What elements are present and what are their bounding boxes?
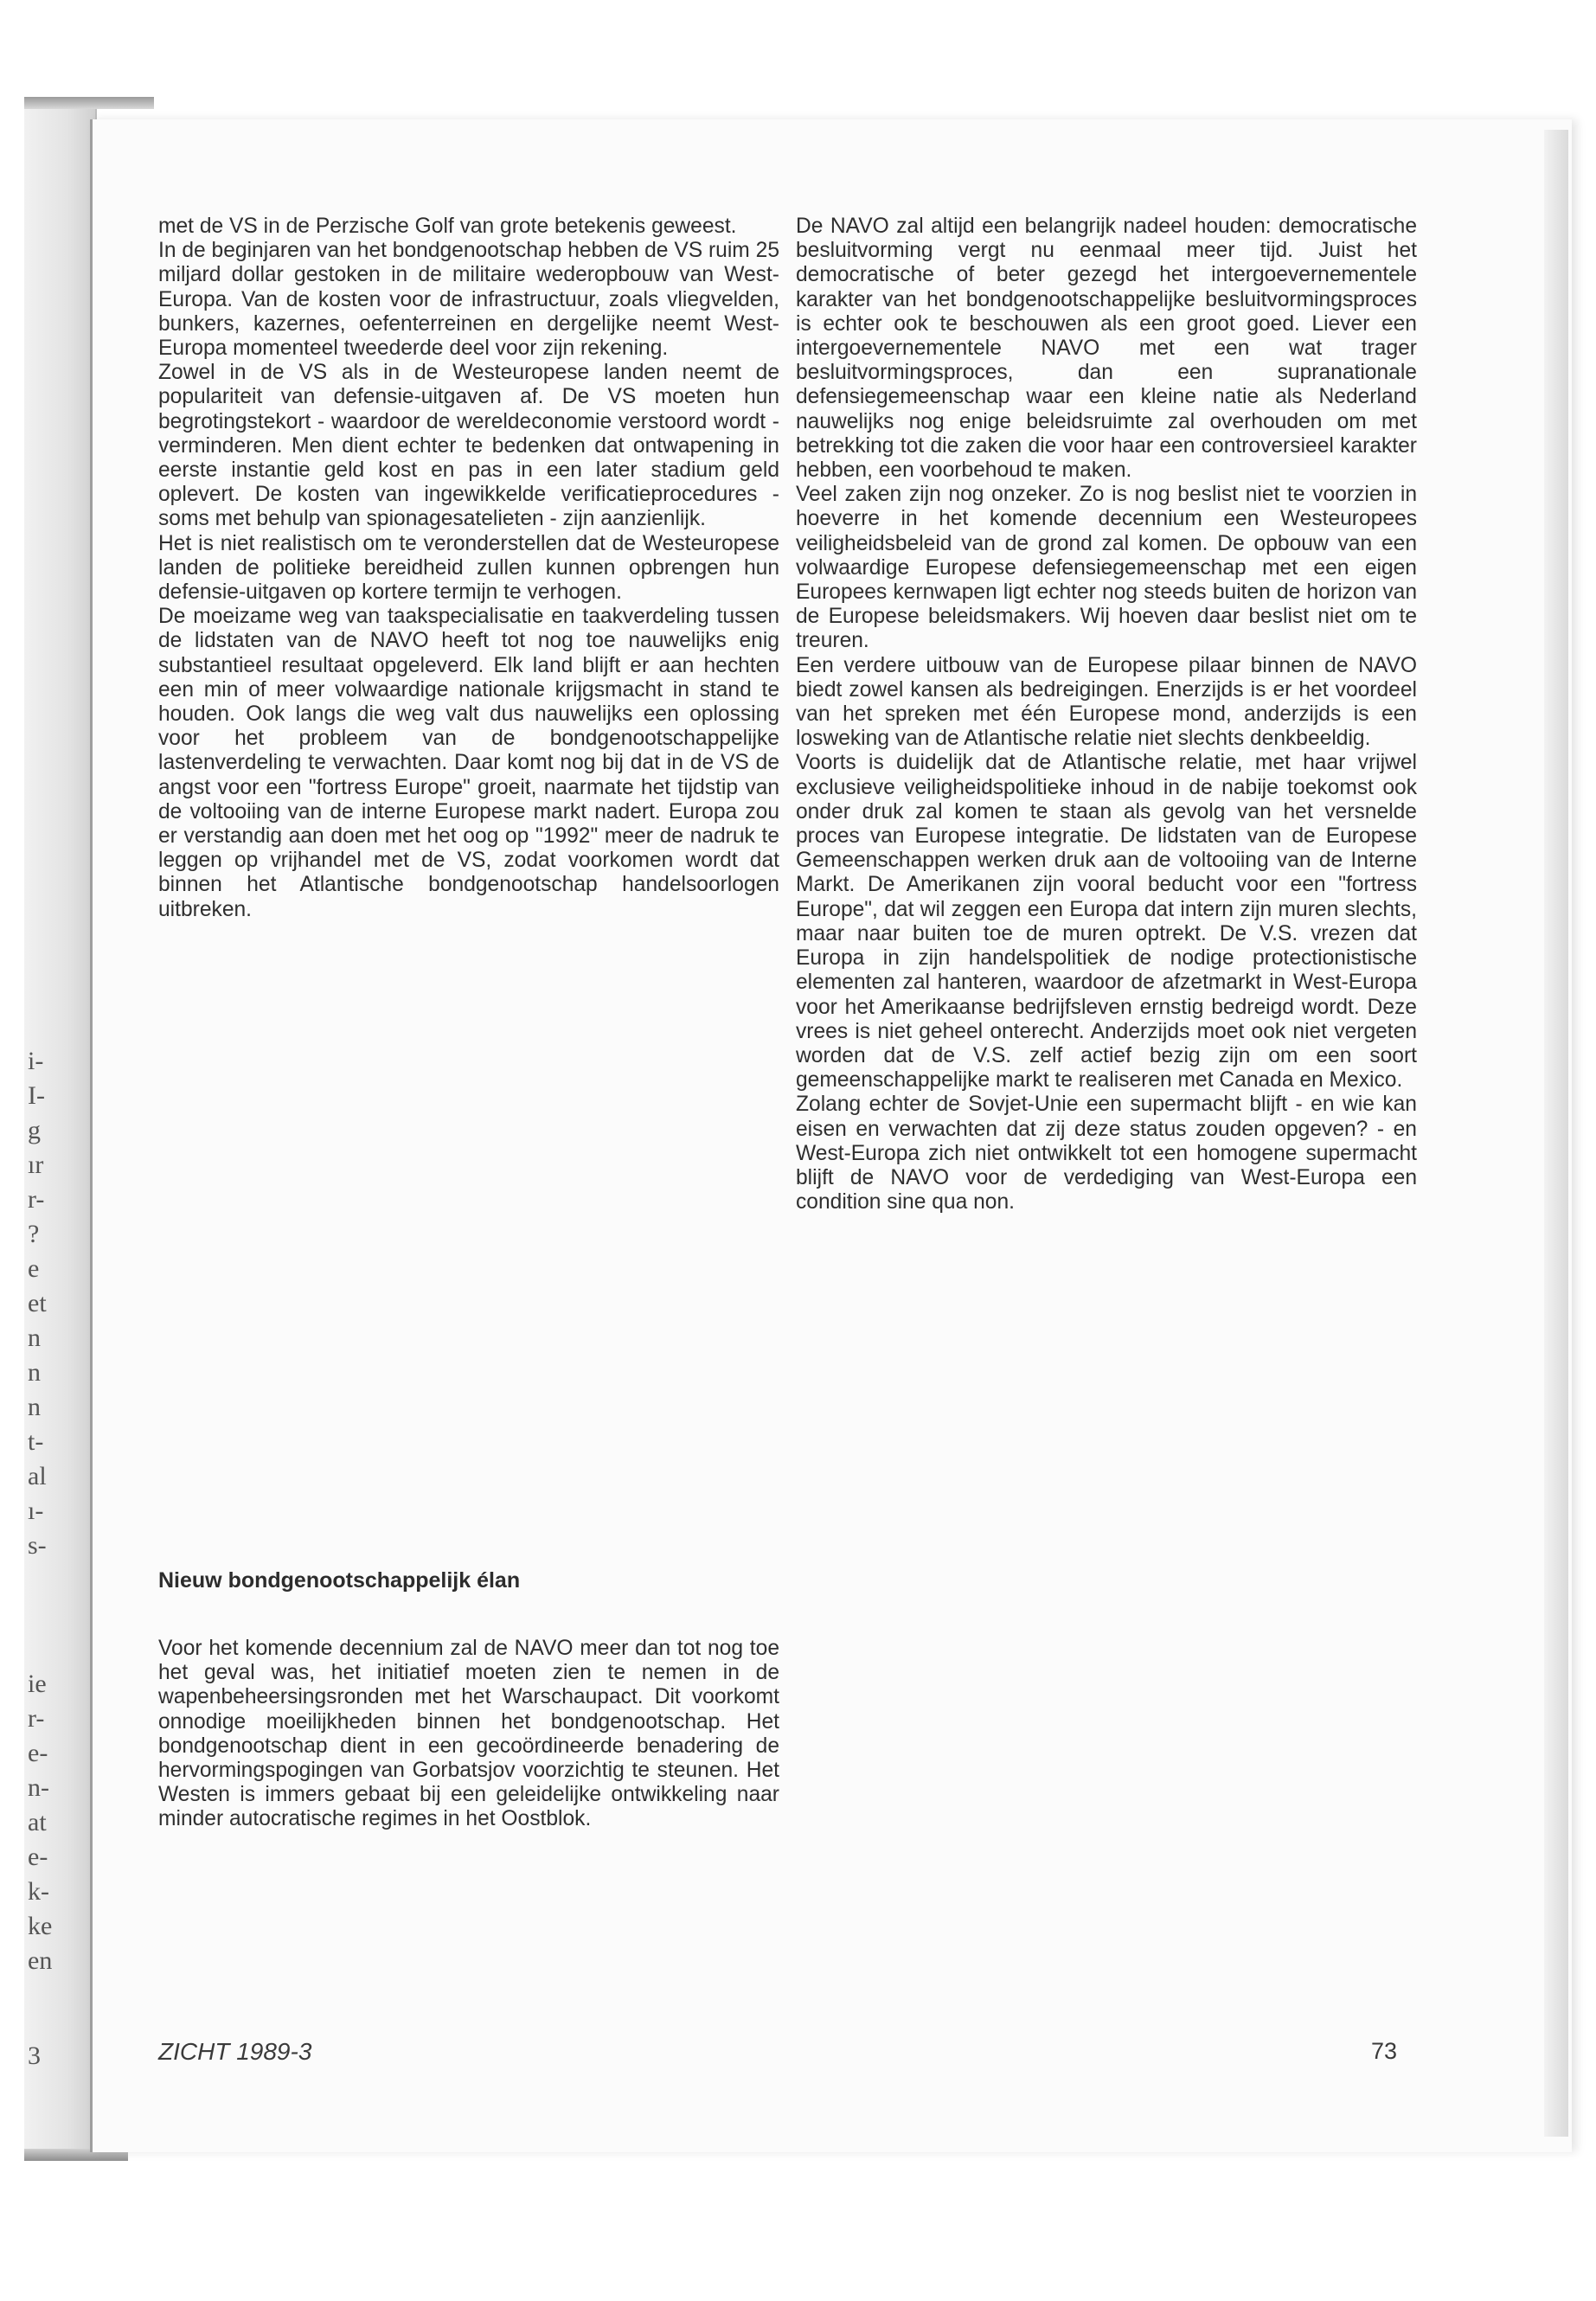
spine-fragment: n (28, 1324, 41, 1352)
paragraph: De moeizame weg van taakspecialisatie en taakverdeling tussen de lidstaten van de NAVO heeft tot nog toe nauwelijks enig substantieel resultaat opgeleverd. Elk land blijft er aan hechten een min of meer volwaardige nationale krijgsmacht in stand te houden. Ook langs die weg valt dus nauwelijks een oplossing voor het probleem van de bondgenootschappelijke lastenverdeling te verwachten. Daar komt nog bij dat in de VS de angst voor een "fortress Europe" groeit, naarmate het tijdstip van de voltooiing van de interne Europese markt nadert. Europa zou er verstandig aan doen met het oog op "1992" meer de nadruk te leggen op vrijhandel met de VS, zodat voorkomen wordt dat binnen het Atlantische bondgenootschap handelsoorlogen uitbreken. (158, 605, 779, 921)
spine-fragment: et (28, 1289, 47, 1317)
spine-fragment: s- (28, 1531, 47, 1560)
paragraph: In de beginjaren van het bondgenootschap hebben de VS ruim 25 miljard dollar gestoken in de militaire wederopbouw van West-Europa. Van de kosten voor de infrastructuur, zoals vliegvelden, bunkers, kazernes, oefenterreinen en dergelijke neemt West-Europa momenteel tweederde deel voor zijn rekening. (158, 239, 779, 361)
section-body (158, 1637, 779, 1832)
paragraph: met de VS in de Perzische Golf van grote betekenis geweest. (158, 215, 737, 238)
paragraph: Zowel in de VS als in de Westeuropese landen neemt de populariteit van defensie-uitgaven af. De VS moeten hun begrotingstekort - waardoor de wereldeconomie verstoord wordt - verminderen. Men dient echter te bedenken dat ontwapening in eerste instantie geld kost en pas in een later stadium geld oplevert. De kosten van ingewikkelde verificatieprocedures - soms met behulp van spionagesatelieten - zijn aanzienlijk. (158, 361, 779, 531)
page-right-edge (1544, 130, 1568, 2137)
spine-fragment: ke (28, 1912, 53, 1940)
left-text-column (158, 215, 779, 922)
paragraph: Een verdere uitbouw van de Europese pilaar binnen de NAVO biedt zowel kansen als bedreigingen. Enerzijds is er het voordeel van het spreken met één Europese mond, anderzijds is een losweking van de Atlantische relatie niet slechts denkbeeldig. (796, 653, 1417, 751)
spine-fragment: n (28, 1393, 41, 1421)
paragraph: Zolang echter de Sovjet-Unie een supermacht blijft - en wie kan eisen en verwachten dat zij deze status zouden opgeven? - en West-Europa zich niet ontwikkelt tot een homogene supermacht blijft de NAVO voor de verdediging van West-Europa een condition sine qua non. (796, 1093, 1417, 1215)
spine-fragment: t- (28, 1427, 44, 1456)
spine-fragment: g (28, 1116, 41, 1144)
spine-fragment: ır (28, 1150, 44, 1179)
spine-fragment: e- (28, 1739, 48, 1767)
journal-footer: ZICHT 1989-3 (158, 2038, 312, 2065)
paragraph: Het is niet realistisch om te veronderstellen dat de Westeuropese landen de politieke bereidheid zullen kunnen opbrengen hun defensie-uitgaven op kortere termijn te verhogen. (158, 531, 779, 605)
spine-fragment: I- (28, 1081, 45, 1110)
spine-fragment: e (28, 1254, 40, 1283)
spine-fragment: i- (28, 1047, 44, 1075)
paragraph: Veel zaken zijn nog onzeker. Zo is nog beslist niet te voorzien in hoeverre in het komende decennium een Westeuropees veiligheidsbeleid van de grond zal komen. De opbouw van een volwaardige Europese defensiegemeenschap met een eigen Europees kernwapen ligt echter nog steeds buiten de horizon van de Europese beleidsmakers. Wij hoeven daar beslist niet om te treuren. (796, 483, 1417, 653)
spine-fragment: al (28, 1462, 47, 1490)
spine-fragment: ie (28, 1670, 47, 1698)
paragraph: Voor het komende decennium zal de NAVO meer dan tot nog toe het geval was, het initiatief moeten zien te nemen in de wapenbeheersingsronden met het Warschaupact. Dit voorkomt onnodige moeilijkheden binnen het bondgenootschap. Het bondgenootschap dient in een gecoördineerde benadering de hervormingspogingen van Gorbatsjov voorzichtig te steunen. Het Westen is immers gebaat bij een geleidelijke ontwikkeling naar minder autocratische regimes in het Oostblok. (158, 1637, 779, 1831)
spine-fragment: ı- (28, 1497, 44, 1525)
spine-fragment: 3 (28, 2041, 41, 2070)
spine-fragment: n (28, 1358, 41, 1387)
section-heading: Nieuw bondgenootschappelijk élan (158, 1568, 521, 1593)
spine-fragment: ? (28, 1220, 40, 1248)
page-number: 73 (1371, 2038, 1398, 2064)
spine-fragment: en (28, 1946, 53, 1975)
spine-fragment: n- (28, 1773, 49, 1802)
spine-fragment: at (28, 1808, 47, 1836)
paragraph: De NAVO zal altijd een belangrijk nadeel houden: democratische besluitvorming vergt nu eenmaal meer tijd. Juist het democratische of beter gezegd het intergoevernementele karakter van het bondgenootschappelijke besluitvormingsproces is echter ook te beschouwen als een groot goed. Liever een intergoevernementele NAVO met een wat trager besluitvormingsproces, dan een supranationale defensiegemeenschap waar een kleine natie als Nederland nauwelijks nog enige beleidsruimte zal overhouden om met betrekking tot die zaken die voor haar een controversieel karakter hebben, een voorbehoud te maken. (796, 215, 1417, 483)
spine-fragment: r- (28, 1704, 45, 1733)
book-edge-top (24, 97, 154, 109)
right-text-column (796, 215, 1417, 1215)
previous-page-fragments (19, 1047, 67, 2102)
spine-fragment: e- (28, 1843, 48, 1871)
spine-fragment: k- (28, 1877, 49, 1906)
paragraph: Voorts is duidelijk dat de Atlantische relatie, met haar vrijwel exclusieve veiligheidspolitieke inhoud in de nabije toekomst ook onder druk zal komen te staan als gevolg van het versnelde proces van Europese integratie. De lidstaten van de Europese Gemeenschappen werken druk aan de voltooiing van de Interne Markt. De Amerikanen zijn vooral beducht voor een "fortress Europe", dat wil zeggen een Europa dat intern zijn muren slechts, maar naar buiten toe de muren optrekt. De V.S. vrezen dat Europa in zijn handelspolitiek de nodige protectionistische elementen zal hanteren, waardoor de afzetmarkt in West-Europa voor het Amerikaanse bedrijfsleven ernstig bedreigd wordt. Deze vrees is niet geheel onterecht. Anderzijds moet ook niet vergeten worden dat de V.S. zelf actief bezig zijn om een soort gemeenschappelijke markt te realiseren met Canada en Mexico. (796, 751, 1417, 1093)
spine-fragment: r- (28, 1185, 45, 1214)
